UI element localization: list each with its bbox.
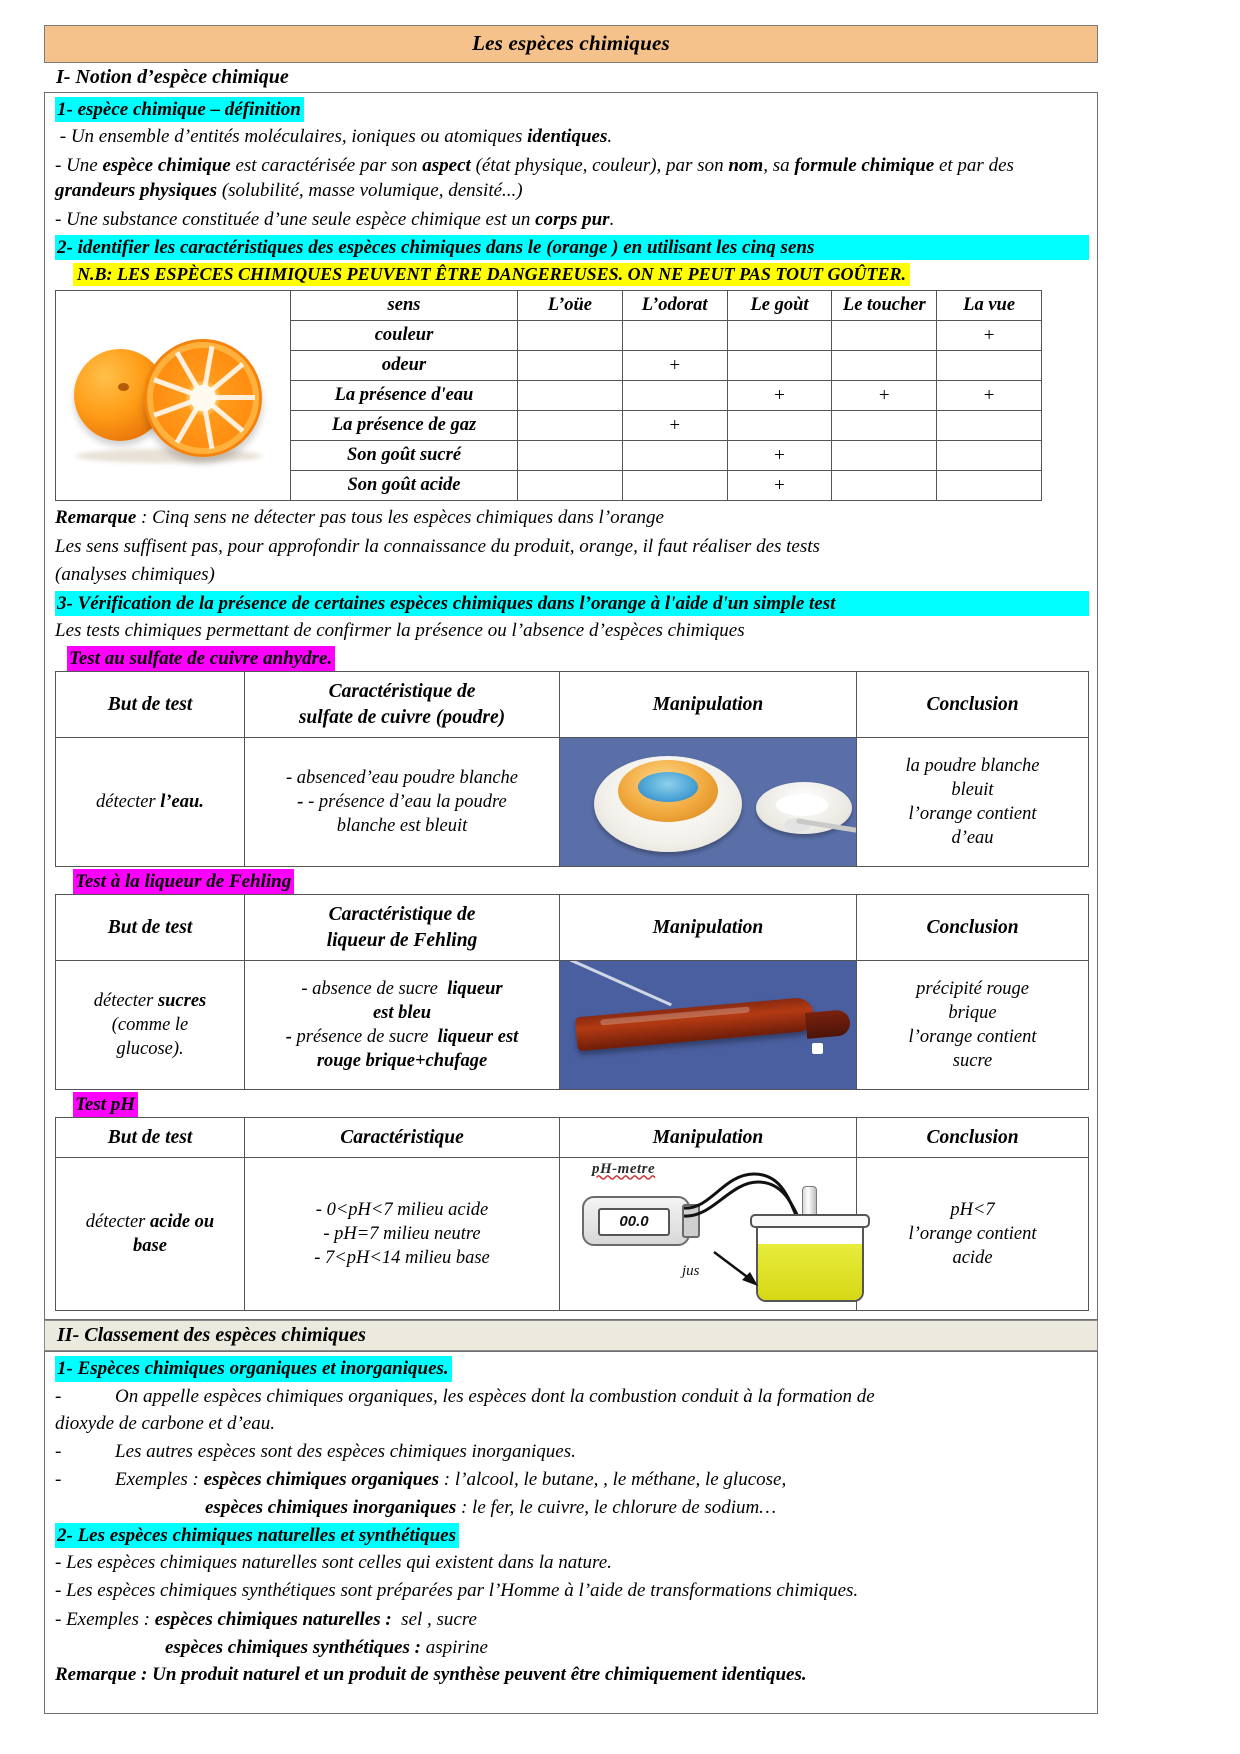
carac-line: - absence de sucre liqueur (301, 978, 503, 999)
header-line-2: sulfate de cuivre (poudre) (298, 706, 506, 728)
cell (518, 321, 623, 351)
table-row (291, 381, 1042, 411)
section-1-heading: I- Notion d’espèce chimique (56, 66, 289, 88)
cell: + (622, 351, 727, 381)
remarque-line-3: (analyses chimiques) (55, 564, 215, 586)
cell (937, 351, 1042, 381)
but-text: détecter (96, 791, 161, 812)
conclusion-line: la poudre blanche (905, 755, 1040, 776)
table-header-row (56, 672, 1089, 738)
conclusion-line: acide (952, 1248, 993, 1269)
row-label: Son goût sucré (291, 441, 518, 471)
cell (832, 351, 937, 381)
test-2-header-manipulation: Manipulation (560, 895, 857, 961)
carac-line: - - présence d’eau la poudre (297, 791, 507, 812)
remarque-line-1 (55, 505, 1089, 530)
table-row (56, 738, 1089, 867)
carac-line: - 0<pH<7 milieu acide (315, 1200, 489, 1221)
but-line: détecter acide ou (85, 1212, 215, 1233)
cell (622, 441, 727, 471)
test-1-header-but: But de test (56, 672, 245, 738)
remarque-label: Remarque (55, 507, 137, 529)
test-2-manipulation (560, 960, 857, 1089)
test-1-caracteristique (245, 738, 560, 867)
bullet-dash: - (55, 1441, 62, 1463)
subsection-1-2-heading: 2- identifier les caractéristiques des espèces chimiques dans le (orange ) en utilisant les cinq sens (57, 236, 815, 258)
conclusion-line: pH<7 (950, 1200, 995, 1221)
bullet-dash: - (55, 1385, 62, 1407)
juice-label: jus (682, 1263, 700, 1280)
conclusion-line: d’eau (951, 828, 994, 849)
ph-meter-label: pH-metre (592, 1161, 656, 1178)
cell: + (937, 321, 1042, 351)
senses-col-2: L’odorat (622, 291, 727, 321)
row-label: La présence de gaz (291, 411, 518, 441)
definition-line-2: - Une espèce chimique est caractérisée par son aspect (état physique, couleur), par son nom, sa formule chimique et par des grandeurs physiques (solubilité, masse volumique, densité...) (55, 154, 1014, 202)
conclusion-line: bleuit (951, 779, 994, 800)
table-row (291, 321, 1042, 351)
table-row (291, 351, 1042, 381)
test-2-table (55, 894, 1089, 1090)
remarque-line-2: Les sens suffisent pas, pour approfondir la connaissance du produit, orange, il faut réaliser des tests (55, 535, 820, 557)
row-label: La présence d'eau (291, 381, 518, 411)
test-1-manipulation (560, 738, 857, 867)
cell (937, 411, 1042, 441)
test-3-table (55, 1117, 1089, 1311)
definition-line-3: - Une substance constituée d’une seule espèce chimique est un corps pur. (55, 208, 615, 230)
copper-sulfate-photo (560, 738, 856, 866)
conclusion-line: sucre (952, 1050, 993, 1071)
subsection-1-3-heading: 3- Vérification de la présence de certaines espèces chimiques dans l’orange à l'aide d'un simple test (57, 592, 836, 614)
but-line: glucose). (116, 1038, 184, 1059)
test-1-header-manipulation: Manipulation (560, 672, 857, 738)
conclusion-line: l’orange contient (908, 804, 1037, 824)
cell: + (727, 381, 832, 411)
cell (832, 471, 937, 501)
conclusion-line: l’orange contient (908, 1224, 1037, 1245)
cell: + (727, 441, 832, 471)
beaker (756, 1220, 864, 1302)
definition-line-1: - Un ensemble d’entités moléculaires, ioniques ou atomiques identiques. (55, 126, 613, 148)
natural-line-4: espèces chimiques synthétiques : aspirine (165, 1637, 488, 1659)
cell (937, 441, 1042, 471)
final-remark: Remarque : Un produit naturel et un produit de synthèse peuvent être chimiquement identiques. (55, 1663, 807, 1685)
carac-line: - 7<pH<14 milieu base (314, 1248, 490, 1269)
test-2-header-caracteristique (245, 895, 560, 961)
cell (727, 411, 832, 441)
senses-col-0: sens (291, 291, 518, 321)
cell (518, 411, 623, 441)
but-emphasis: l’eau. (160, 791, 204, 812)
test-3-manipulation (560, 1158, 857, 1311)
subsection-2-2-heading: 2- Les espèces chimiques naturelles et synthétiques (55, 1523, 459, 1548)
beaker-rim (750, 1214, 870, 1228)
cell: + (622, 411, 727, 441)
list-item (55, 1439, 1089, 1465)
remarque-text: : Cinq sens ne détecter pas tous les espèces chimiques dans l’orange (136, 507, 664, 529)
cell (622, 471, 727, 501)
ph-meter-display: 00.0 (598, 1208, 670, 1236)
senses-col-1: L’oüe (518, 291, 623, 321)
row-label: couleur (291, 321, 518, 351)
carac-line: rouge brique+chufage (316, 1050, 488, 1071)
cell (518, 351, 623, 381)
test-3-title: Test pH (73, 1092, 138, 1117)
but-line: (comme le (111, 1014, 189, 1035)
senses-col-4: Le toucher (832, 291, 937, 321)
test-3-conclusion (857, 1158, 1089, 1311)
table-header-row (56, 895, 1089, 961)
senses-col-5: La vue (937, 291, 1042, 321)
ph-meter-body (582, 1196, 690, 1246)
conclusion-line: précipité rouge (916, 978, 1029, 999)
test-3-header-caracteristique: Caractéristique (245, 1118, 560, 1158)
cell (518, 381, 623, 411)
senses-body (291, 321, 1042, 501)
test-1-table (55, 671, 1089, 867)
test-2-title: Test à la liqueur de Fehling (73, 869, 294, 894)
cell (727, 351, 832, 381)
cell: + (727, 471, 832, 501)
juice-liquid (758, 1244, 862, 1300)
carac-line: - absenced’eau poudre blanche (285, 767, 519, 788)
pointer-arrow-icon (712, 1250, 766, 1290)
table-header-row (56, 1118, 1089, 1158)
test-2-but (56, 960, 245, 1089)
conclusion-line: brique (948, 1002, 997, 1023)
test-2-conclusion (857, 960, 1089, 1089)
table-row (291, 441, 1042, 471)
cell (937, 471, 1042, 501)
test-1-but (56, 738, 245, 867)
ph-meter-drawing (560, 1158, 856, 1310)
conclusion-line: l’orange contient (908, 1026, 1037, 1047)
test-1-conclusion (857, 738, 1089, 867)
cell (622, 381, 727, 411)
section-2-heading: II- Classement des espèces chimiques (44, 1320, 1098, 1351)
but-line: base (133, 1236, 167, 1257)
header-line-1: Caractéristique de (328, 904, 476, 926)
header-line-1: Caractéristique de (328, 681, 476, 703)
cell: + (937, 381, 1042, 411)
bullet-text: Les autres espèces sont des espèces chimiques inorganiques. (115, 1441, 576, 1463)
cell (727, 321, 832, 351)
senses-table (290, 290, 1042, 501)
header-line-2: liqueur de Fehling (326, 929, 478, 951)
test-1-title: Test au sulfate de cuivre anhydre. (67, 646, 335, 671)
list-item (55, 1495, 1089, 1521)
natural-line-1: - Les espèces chimiques naturelles sont celles qui existent dans la nature. (55, 1551, 612, 1573)
tests-intro: Les tests chimiques permettant de confirmer la présence ou l’absence d’espèces chimiques (55, 619, 745, 641)
fehling-tube-photo (560, 961, 856, 1089)
table-row (291, 471, 1042, 501)
test-3-header-manipulation: Manipulation (560, 1118, 857, 1158)
test-2-header-but: But de test (56, 895, 245, 961)
nb-warning: N.B: LES ESPÈCES CHIMIQUES PEUVENT ÊTRE DANGEREUSES. ON NE PEUT PAS TOUT GOÛTER. (73, 263, 910, 286)
cell (832, 441, 937, 471)
senses-header-row (291, 291, 1042, 321)
list-item (55, 1384, 1089, 1410)
natural-line-3: - Exemples : espèces chimiques naturelles : sel , sucre (55, 1608, 477, 1630)
test-2-caracteristique (245, 960, 560, 1089)
section-2-body (44, 1351, 1098, 1713)
test-1-header-caracteristique (245, 672, 560, 738)
orange-illustration (66, 321, 280, 471)
cell (832, 321, 937, 351)
carac-line: - présence de sucre liqueur est (285, 1026, 519, 1047)
bullet-text: On appelle espèces chimiques organiques, les espèces dont la combustion conduit à la formation de (115, 1385, 875, 1407)
table-row (56, 1158, 1089, 1311)
subsection-1-1-heading: 1- espèce chimique – définition (55, 97, 304, 122)
row-label: Son goût acide (291, 471, 518, 501)
list-item (55, 1467, 1089, 1493)
test-3-caracteristique (245, 1158, 560, 1311)
test-2-header-conclusion: Conclusion (857, 895, 1089, 961)
test-3-header-conclusion: Conclusion (857, 1118, 1089, 1158)
orange-photo (55, 290, 290, 501)
bullet-text: Exemples : espèces chimiques organiques : l’alcool, le butane, , le méthane, le glucose, (115, 1469, 787, 1491)
section-1-body (44, 92, 1098, 1320)
carac-line: blanche est bleuit (336, 816, 468, 837)
bullet-text: dioxyde de carbone et d’eau. (55, 1413, 275, 1435)
carac-line: est bleu (372, 1002, 432, 1023)
natural-line-2: - Les espèces chimiques synthétiques sont préparées par l’Homme à l’aide de transformations chimiques. (55, 1580, 859, 1602)
cell (518, 441, 623, 471)
senses-col-3: Le goùt (727, 291, 832, 321)
but-line: détecter sucres (93, 990, 207, 1011)
test-3-header-but: But de test (56, 1118, 245, 1158)
bullet-dash: - (55, 1469, 62, 1491)
row-label: odeur (291, 351, 518, 381)
test-1-header-conclusion: Conclusion (857, 672, 1089, 738)
list-item (55, 1411, 1089, 1437)
carac-line: - pH=7 milieu neutre (323, 1224, 481, 1245)
table-row (291, 411, 1042, 441)
document-title: Les espèces chimiques (44, 25, 1098, 63)
cell (518, 471, 623, 501)
subsection-2-1-heading: 1- Espèces chimiques organiques et inorganiques. (55, 1356, 452, 1381)
test-3-but (56, 1158, 245, 1311)
bullet-text: espèces chimiques inorganiques : le fer, le cuivre, le chlorure de sodium… (205, 1496, 777, 1518)
cell (622, 321, 727, 351)
senses-section (55, 290, 1089, 501)
cell (832, 411, 937, 441)
cell: + (832, 381, 937, 411)
table-row (56, 960, 1089, 1089)
